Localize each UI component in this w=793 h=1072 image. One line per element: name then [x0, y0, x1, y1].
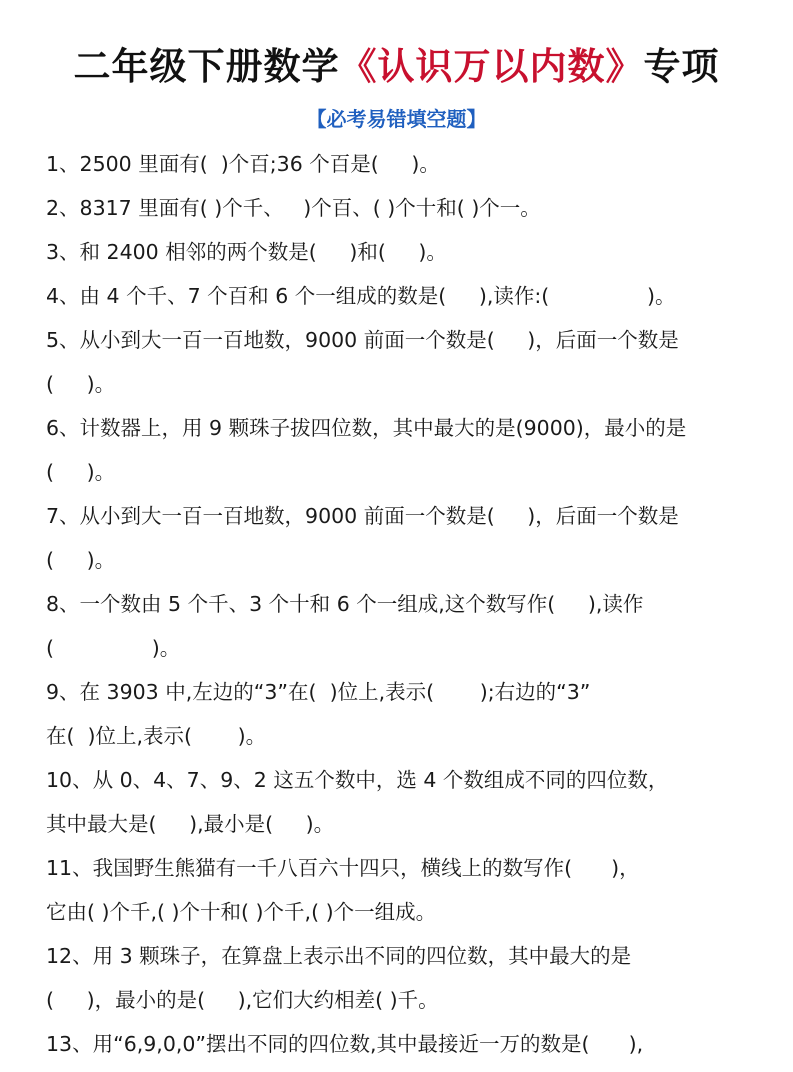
- question-line: 5、从小到大一百一百地数，9000 前面一个数是( )，后面一个数是: [46, 328, 679, 352]
- question-12: [46, 934, 751, 1022]
- question-10: [46, 758, 751, 846]
- question-line: 7、从小到大一百一百地数，9000 前面一个数是( )，后面一个数是: [46, 504, 679, 528]
- question-line: 13、用“6,9,0,0”摆出不同的四位数,其中最接近一万的数是( ),: [46, 1032, 644, 1056]
- question-line: 11、我国野生熊猫有一千八百六十四只，横线上的数写作( )，: [46, 856, 640, 880]
- question-line: 9、在 3903 中,左边的“3”在( )位上,表示( );右边的“3”: [46, 680, 591, 704]
- question-11: [46, 846, 751, 934]
- page-title: [0, 42, 793, 92]
- question-2: [46, 186, 751, 230]
- question-line: 10、从 0、4、7、9、2 这五个数中，选 4 个数组成不同的四位数，: [46, 768, 669, 792]
- question-line: 4、由 4 个千、7 个百和 6 个一组成的数是( ),读作:( )。: [46, 284, 676, 308]
- question-1: [46, 142, 751, 186]
- question-6: [46, 406, 751, 494]
- question-13: [46, 1022, 751, 1066]
- question-line: 2、8317 里面有( )个千、 )个百、( )个十和( )个一。: [46, 196, 541, 220]
- question-line: 1、2500 里面有( )个百;36 个百是( )。: [46, 152, 440, 176]
- question-line: 在( )位上,表示( )。: [46, 724, 267, 748]
- title-highlight: 《认识万以内数》: [339, 45, 644, 88]
- question-4: [46, 274, 751, 318]
- page-subtitle: 【必考易错填空题】: [306, 107, 487, 131]
- question-line: ( )。: [46, 548, 116, 572]
- question-line: 3、和 2400 相邻的两个数是( )和( )。: [46, 240, 447, 264]
- question-list: [46, 142, 751, 1066]
- question-line: 12、用 3 颗珠子，在算盘上表示出不同的四位数，其中最大的是: [46, 944, 632, 968]
- question-3: [46, 230, 751, 274]
- question-7: [46, 494, 751, 582]
- question-5: [46, 318, 751, 406]
- question-9: [46, 670, 751, 758]
- question-8: [46, 582, 751, 670]
- question-line: ( )。: [46, 636, 181, 660]
- question-line: ( )。: [46, 372, 116, 396]
- question-line: 6、计数器上，用 9 颗珠子拔四位数，其中最大的是(9000)，最小的是: [46, 416, 687, 440]
- title-prefix: 二年级下册数学: [73, 45, 340, 88]
- question-line: 8、一个数由 5 个千、3 个十和 6 个一组成,这个数写作( ),读作: [46, 592, 644, 616]
- title-suffix: 专项: [643, 45, 720, 88]
- question-line: 它由( )个千,( )个十和( )个千,( )个一组成。: [46, 900, 437, 924]
- question-line: 其中最大是( ),最小是( )。: [46, 812, 335, 836]
- question-line: ( )，最小的是( ),它们大约相差( )千。: [46, 988, 439, 1012]
- question-line: ( )。: [46, 460, 116, 484]
